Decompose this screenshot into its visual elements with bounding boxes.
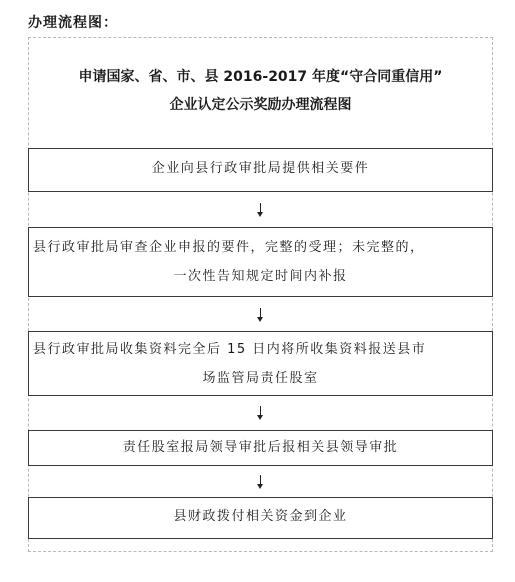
- step-5-box: [28, 497, 493, 539]
- step-3-text-line-2: 场监管局责任股室: [202, 371, 319, 386]
- step-4-box: [28, 430, 493, 466]
- step-2-text-line-2: 一次性告知规定时间内补报: [173, 269, 348, 284]
- step-3-text-line-1: 县行政审批局收集资料完全后 15 日内将所收集资料报送县市: [33, 342, 427, 357]
- flowchart-title: [28, 63, 493, 119]
- arrow-4-to-5: [257, 475, 264, 489]
- arrow-3-to-4: [257, 406, 264, 420]
- step-4-text: 责任股室报局领导审批后报相关县领导审批: [122, 440, 399, 455]
- step-3-box: [28, 331, 493, 396]
- step-1-text: 企业向县行政审批局提供相关要件: [151, 161, 370, 176]
- step-1-box: [28, 148, 493, 192]
- page-heading: 办理流程图：: [28, 15, 118, 31]
- step-5-text: 县财政拨付相关资金到企业: [173, 509, 348, 524]
- flowchart-title-line-2: 企业认定公示奖励办理流程图: [169, 97, 352, 113]
- flowchart-title-line-1: 申请国家、省、市、县 2016-2017 年度“守合同重信用”: [78, 69, 443, 85]
- step-2-text-line-1: 县行政审批局审查企业申报的要件，完整的受理；未完整的，: [33, 240, 425, 255]
- step-2-box: [28, 227, 493, 297]
- arrow-1-to-2: [257, 203, 264, 217]
- arrow-2-to-3: [257, 308, 264, 322]
